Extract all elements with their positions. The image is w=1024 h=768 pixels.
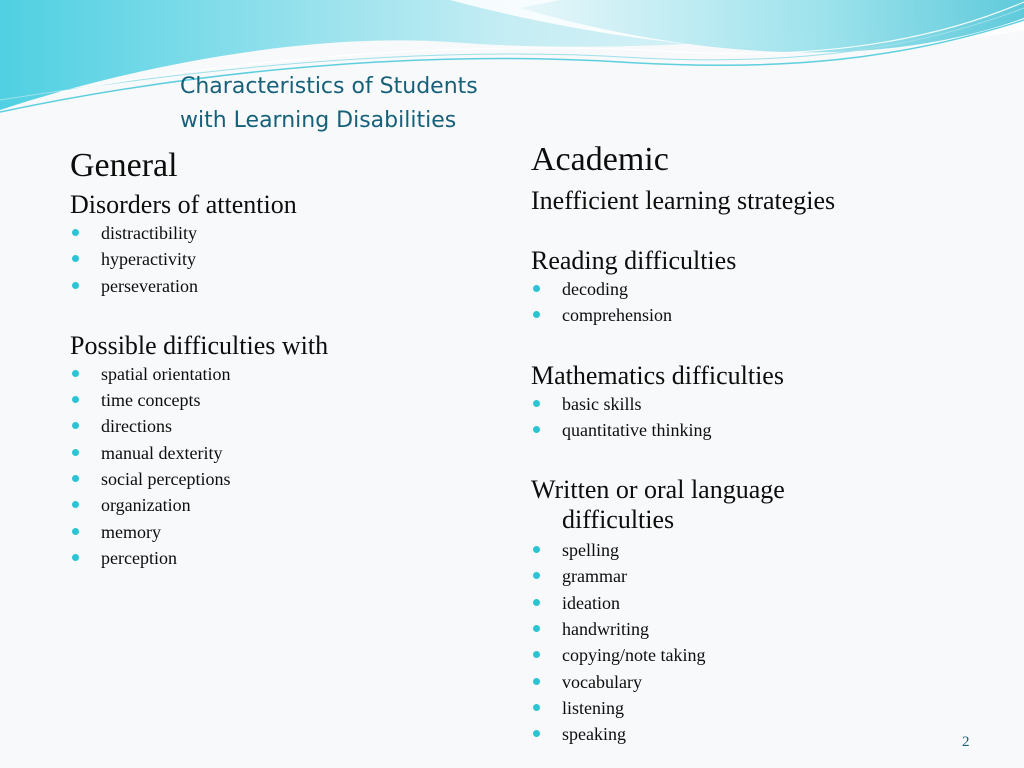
- slide-title: [180, 70, 478, 138]
- list-item: social perceptions: [70, 466, 500, 492]
- list-item: comprehension: [531, 302, 1001, 328]
- page-number: 2: [962, 734, 970, 750]
- slide-title-line-1: Characteristics of Students: [180, 74, 478, 99]
- list-item: decoding: [531, 276, 1001, 302]
- bullet-icon: [533, 651, 540, 658]
- general-heading: General: [70, 147, 178, 184]
- bullet-icon: [72, 528, 79, 535]
- list-item: organization: [70, 492, 500, 518]
- academic-column: [531, 136, 1001, 748]
- bullet-icon: [533, 704, 540, 711]
- section-heading-possible-difficulties: Possible difficulties with: [70, 330, 329, 360]
- list-item: speaking: [531, 721, 1001, 747]
- list-item: spatial orientation: [70, 361, 500, 387]
- reading-list: [531, 276, 1001, 329]
- section-heading-mathematics: Mathematics difficulties: [531, 360, 784, 390]
- bullet-icon: [533, 625, 540, 632]
- list-item: hyperactivity: [70, 246, 500, 272]
- bullet-icon: [72, 255, 79, 262]
- list-item: handwriting: [531, 616, 1001, 642]
- language-list: [531, 537, 1001, 747]
- attention-list: [70, 220, 500, 299]
- header-wave-decoration: [0, 0, 1024, 130]
- bullet-icon: [533, 285, 540, 292]
- list-item: perception: [70, 545, 500, 571]
- bullet-icon: [72, 370, 79, 377]
- bullet-icon: [533, 311, 540, 318]
- possible-difficulties-list: [70, 361, 500, 571]
- academic-heading: Academic: [531, 141, 669, 178]
- list-item: grammar: [531, 563, 1001, 589]
- list-item: listening: [531, 695, 1001, 721]
- general-column: [70, 142, 500, 571]
- bullet-icon: [533, 546, 540, 553]
- bullet-icon: [533, 730, 540, 737]
- list-item: manual dexterity: [70, 440, 500, 466]
- list-item: quantitative thinking: [531, 417, 1001, 443]
- list-item: ideation: [531, 590, 1001, 616]
- list-item: vocabulary: [531, 669, 1001, 695]
- bullet-icon: [72, 475, 79, 482]
- section-heading-learning-strategies: Inefficient learning strategies: [531, 186, 836, 215]
- list-item: directions: [70, 413, 500, 439]
- mathematics-list: [531, 391, 1001, 444]
- bullet-icon: [533, 599, 540, 606]
- section-heading-attention: Disorders of attention: [70, 190, 297, 219]
- slide-title-line-2: with Learning Disabilities: [180, 108, 457, 133]
- bullet-icon: [72, 501, 79, 508]
- list-item: spelling: [531, 537, 1001, 563]
- list-item: perseveration: [70, 273, 500, 299]
- bullet-icon: [72, 449, 79, 456]
- bullet-icon: [72, 422, 79, 429]
- bullet-icon: [72, 282, 79, 289]
- list-item: basic skills: [531, 391, 1001, 417]
- bullet-icon: [72, 554, 79, 561]
- section-heading-reading: Reading difficulties: [531, 246, 737, 275]
- list-item: memory: [70, 519, 500, 545]
- bullet-icon: [533, 400, 540, 407]
- list-item: copying/note taking: [531, 642, 1001, 668]
- list-item: time concepts: [70, 387, 500, 413]
- section-heading-language: Written or oral language difficulties: [531, 475, 785, 535]
- bullet-icon: [533, 678, 540, 685]
- bullet-icon: [533, 426, 540, 433]
- list-item: distractibility: [70, 220, 500, 246]
- bullet-icon: [533, 572, 540, 579]
- bullet-icon: [72, 229, 79, 236]
- bullet-icon: [72, 396, 79, 403]
